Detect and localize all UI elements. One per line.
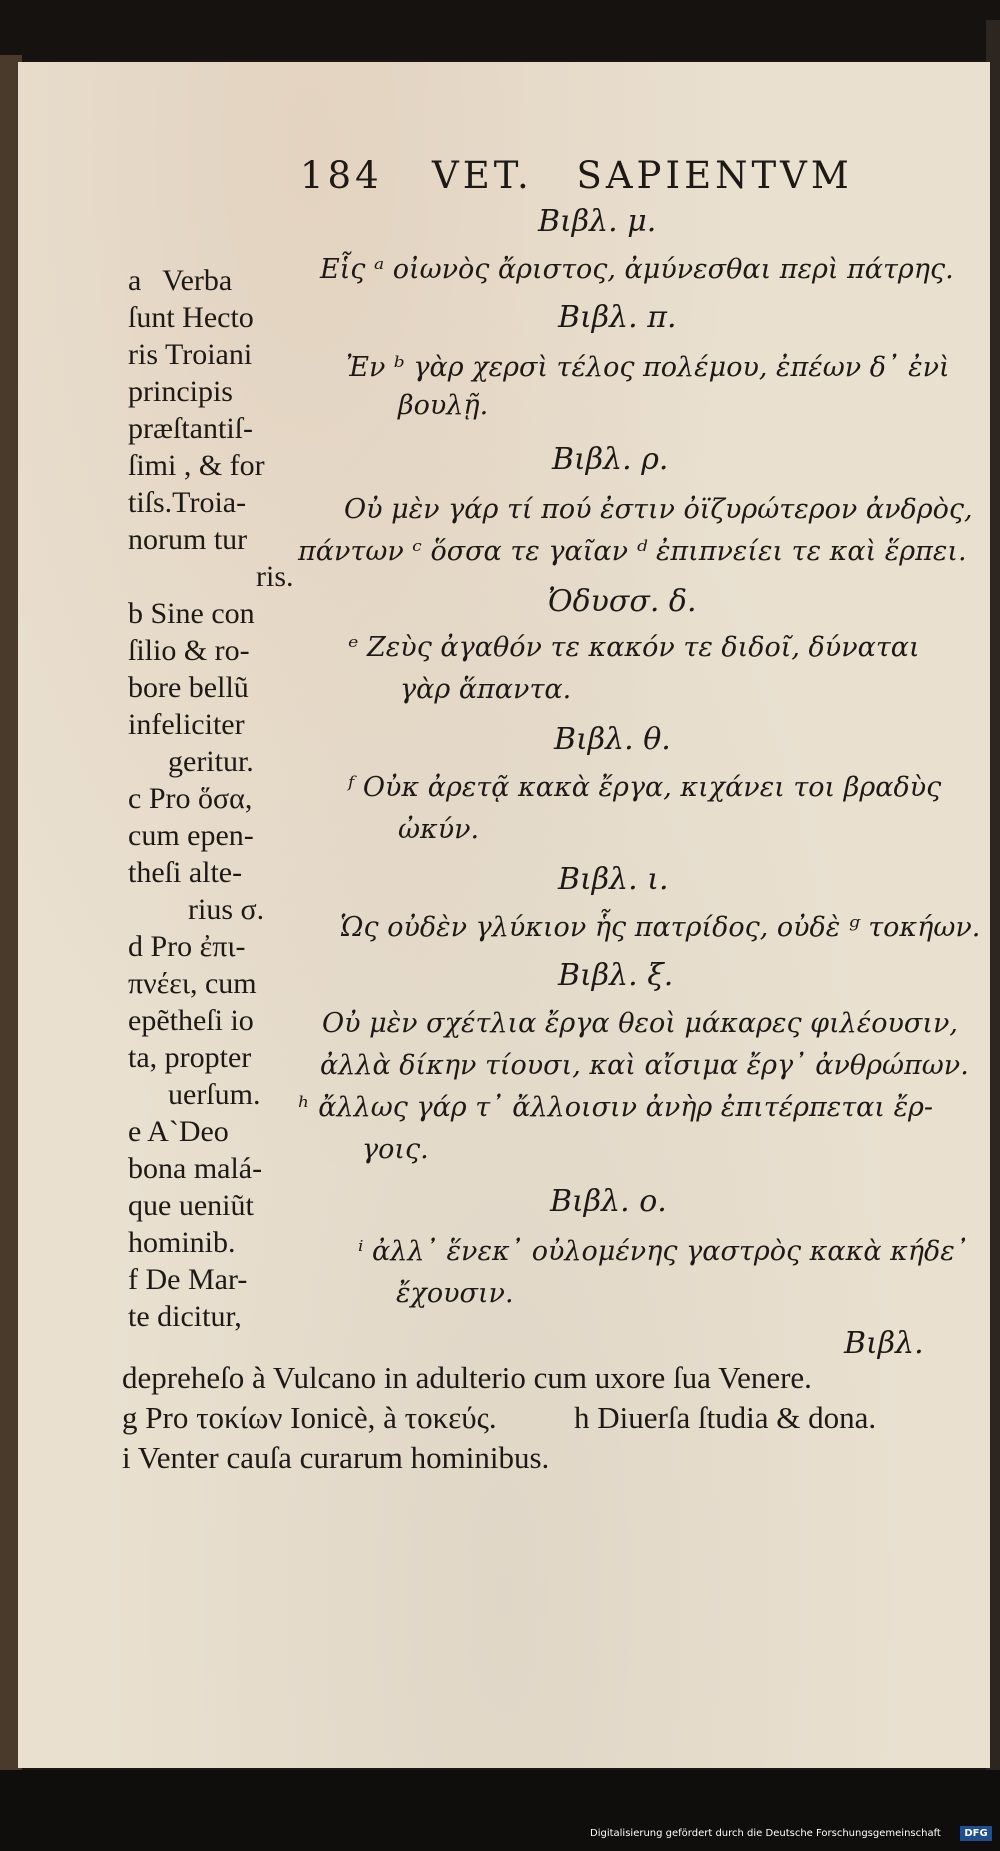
margin-note: præſtantiſ- xyxy=(128,412,253,445)
margin-note: f De Mar- xyxy=(128,1263,248,1296)
greek-line: ⁱ ἀλλ᾽ ἕνεκ᾽ οὐλομένης γαστρὸς κακὰ κήδε᾽ xyxy=(358,1236,969,1267)
margin-note: norum tur xyxy=(128,523,248,556)
greek-line: ᶠ Οὐκ ἀρετᾷ κακὰ ἔργα, κιχάνει τοι βραδὺς xyxy=(348,772,942,803)
running-title: VET. SAPIENTVM xyxy=(432,154,853,197)
margin-note: epẽtheſi io xyxy=(128,1004,254,1037)
greek-line: ἀλλὰ δίκην τίουσι, καὶ αἴσιμα ἔργ᾽ ἀνθρώπων. xyxy=(320,1050,969,1081)
margin-note: πνέει, cum xyxy=(128,967,257,1000)
book-heading-omicron: Βιβλ. ο. xyxy=(550,1184,667,1219)
margin-note: ſimi , & for xyxy=(128,449,265,482)
scan-top-border xyxy=(0,0,1000,60)
dfg-logo: DFG xyxy=(960,1826,992,1841)
greek-line: Εἷς ᵃ οἰωνὸς ἄριστος, ἀμύνεσθαι περὶ πάτρης. xyxy=(320,254,954,285)
footnote-i: i Venter cauſa curarum hominibus. xyxy=(122,1440,550,1475)
margin-note: uerſum. xyxy=(168,1078,261,1111)
book-heading-iota: Βιβλ. ι. xyxy=(558,862,669,897)
margin-note: te dicitur, xyxy=(128,1300,242,1333)
margin-note: theſi alte- xyxy=(128,856,243,889)
book-heading-xi: Βιβλ. ξ. xyxy=(558,958,674,993)
book-heading-mu: Βιβλ. μ. xyxy=(538,204,657,239)
margin-note: cum epen- xyxy=(128,819,254,852)
margin-note: c Pro ὅσα, xyxy=(128,782,253,815)
margin-note: b Sine con xyxy=(128,597,255,630)
digitization-credit: Digitalisierung gefördert durch die Deutsche Forschungsgemeinschaft xyxy=(590,1828,941,1839)
footnote-continuation: depreheſo à Vulcano in adulterio cum uxore ſua Venere. xyxy=(122,1360,812,1395)
greek-line: ἔχουσιν. xyxy=(396,1278,514,1309)
margin-note: bore bellũ xyxy=(128,671,249,704)
margin-note: principis xyxy=(128,375,233,408)
margin-note: bona malá- xyxy=(128,1152,263,1185)
greek-line: ὠκύν. xyxy=(398,814,480,845)
margin-note: rius σ. xyxy=(188,893,265,926)
greek-line: γὰρ ἅπαντα. xyxy=(400,674,572,705)
footnote-g: g Pro τοκίων Ionicè, à τοκεύς. xyxy=(122,1400,497,1435)
greek-line: Οὐ μὲν γάρ τί πού ἐστιν ὀϊζυρώτερον ἀνδρὸς, xyxy=(344,494,973,525)
catchword: Βιβλ. xyxy=(844,1326,924,1361)
book-page xyxy=(18,62,990,1768)
margin-note: e A`Deo xyxy=(128,1115,229,1148)
margin-note: ſilio & ro- xyxy=(128,634,250,667)
greek-line: γοις. xyxy=(362,1134,429,1165)
page-number: 184 xyxy=(300,154,383,197)
footnote-h: h Diuerſa ſtudia & dona. xyxy=(574,1400,877,1435)
margin-note: hominib. xyxy=(128,1226,236,1259)
greek-line: Ὡς οὐδὲν γλύκιον ἧς πατρίδος, οὐδὲ ᵍ τοκήων. xyxy=(340,912,981,943)
greek-line: ᵉ Ζεὺς ἀγαθόν τε κακόν τε διδοῖ, δύναται xyxy=(348,632,920,663)
greek-line: ʰ ἄλλως γάρ τ᾽ ἄλλοισιν ἀνὴρ ἐπιτέρπεται ἔρ- xyxy=(298,1092,934,1123)
greek-line: πάντων ᶜ ὅσσα τε γαῖαν ᵈ ἐπιπνείει τε καὶ ἕρπει. xyxy=(298,536,967,567)
book-heading-rho: Βιβλ. ρ. xyxy=(552,442,669,477)
book-heading-pi: Βιβλ. π. xyxy=(558,300,677,335)
margin-note: ris Troiani xyxy=(128,338,253,371)
margin-note: d Pro ἐπι- xyxy=(128,930,246,963)
greek-line: βουλῇ. xyxy=(398,390,489,421)
margin-note: geritur. xyxy=(168,745,254,778)
margin-note: tiſs.Troia- xyxy=(128,486,247,519)
book-heading-theta: Βιβλ. θ. xyxy=(554,722,671,757)
margin-note: a Verba xyxy=(128,264,233,297)
margin-note: ris. xyxy=(256,560,294,593)
margin-note: ta, propter xyxy=(128,1041,252,1074)
greek-line: Οὐ μὲν σχέτλια ἔργα θεοὶ μάκαρες φιλέουσιν, xyxy=(322,1008,958,1039)
book-heading-odyss: Ὀδυσσ. δ. xyxy=(548,584,697,619)
greek-line: Ἐν ᵇ γὰρ χερσὶ τέλος πολέμου, ἐπέων δ᾽ ἐνὶ xyxy=(346,352,950,383)
margin-note: que ueniũt xyxy=(128,1189,254,1222)
margin-note: infeliciter xyxy=(128,708,245,741)
margin-note: ſunt Hecto xyxy=(128,301,254,334)
